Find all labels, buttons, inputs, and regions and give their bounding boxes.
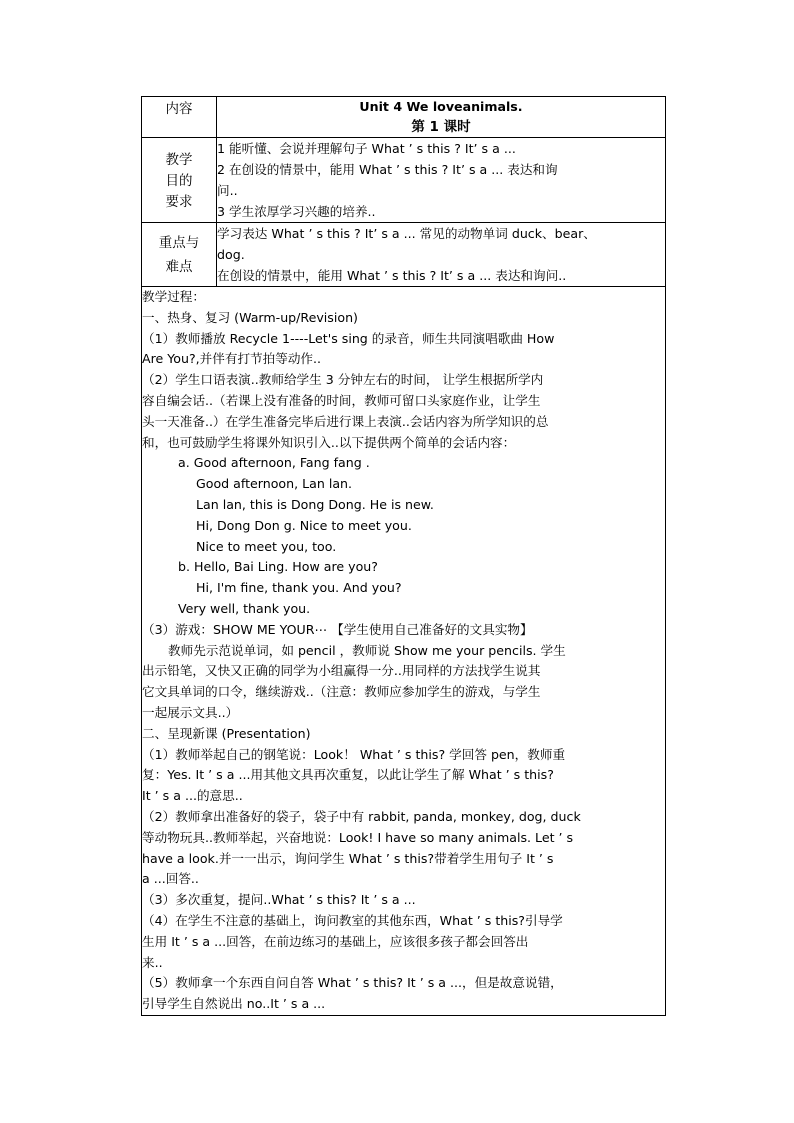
section-heading-warmup: 一、热身、复习 (Warm-up/Revision) bbox=[142, 309, 358, 325]
objective-line: 问.. bbox=[217, 183, 238, 198]
objective-line: 3 学生浓厚学习兴趣的培养.. bbox=[217, 204, 376, 219]
key-points-label-line: 重点与 bbox=[158, 235, 200, 251]
process-line: 和，也可鼓励学生将课外知识引入..以下提供两个简单的会话内容： bbox=[142, 434, 516, 450]
process-line: （1）教师举起自己的钢笔说：Look！ What ’ s this? 学回答 pen，教师重 bbox=[142, 746, 566, 762]
process-line: It ’ s a ...的意思.. bbox=[142, 788, 243, 804]
dialogue-line: Hi, I'm fine, thank you. And you? bbox=[196, 580, 402, 596]
dialogue-line: Very well, thank you. bbox=[178, 600, 311, 616]
dialogue-line: Lan lan, this is Dong Dong. He is new. bbox=[196, 496, 434, 512]
process-row bbox=[142, 287, 666, 1016]
key-point-line: dog. bbox=[217, 247, 245, 262]
key-point-line: 学习表达 What ’ s this ? It’ s a ... 常见的动物单词 duck、bear、 bbox=[217, 226, 596, 241]
process-line: 出示铅笔，又快又正确的同学为小组赢得一分..用同样的方法找学生说其 bbox=[142, 663, 541, 679]
process-line: 复：Yes. It ’ s a ...用其他文具再次重复，以此让学生了解 What ’ s this? bbox=[142, 767, 554, 783]
teaching-process-cell bbox=[142, 287, 666, 1016]
key-point-line: 在创设的情景中，能用 What ’ s this ? It’ s a ... 表达和询问.. bbox=[217, 268, 567, 283]
process-line: 头一天准备..）在学生准备完毕后进行课上表演..会话内容为所学知识的总 bbox=[142, 413, 549, 429]
key-points-label-line: 难点 bbox=[165, 259, 193, 275]
key-points-content-cell bbox=[217, 223, 666, 287]
process-line: （5）教师拿一个东西自问自答 What ’ s this? It ’ s a ...，但是故意说错， bbox=[142, 975, 563, 991]
content-label: 内容 bbox=[165, 101, 193, 117]
process-line: 教师先示范说单词，如 pencil ，教师说 Show me your pencils. 学生 bbox=[168, 642, 566, 658]
objective-line: 2 在创设的情景中，能用 What ’ s this ? It’ s a ... 表达和询 bbox=[217, 162, 558, 177]
objectives-label-line: 目的 bbox=[165, 173, 193, 189]
content-title-cell bbox=[217, 97, 666, 138]
process-line: （2）学生口语表演..教师给学生 3 分钟左右的时间， 让学生根据所学内 bbox=[142, 372, 544, 388]
process-line: 引导学生自然说出 no..It ’ s a ... bbox=[142, 996, 326, 1012]
process-line: 容自编会话..（若课上没有准备的时间，教师可留口头家庭作业，让学生 bbox=[142, 392, 541, 408]
dialogue-line: a. Good afternoon, Fang fang . bbox=[178, 455, 370, 471]
objectives-label-line: 要求 bbox=[165, 194, 193, 210]
process-line: 一起展示文具..） bbox=[142, 704, 239, 720]
key-points-label-cell bbox=[142, 223, 217, 287]
process-line: 生用 It ’ s a ...回答，在前边练习的基础上，应该很多孩子都会回答出 bbox=[142, 933, 529, 949]
process-line: （2）教师拿出准备好的袋子，袋子中有 rabbit, panda, monkey, dog, duck bbox=[142, 808, 581, 824]
process-line: 等动物玩具..教师举起，兴奋地说：Look! I have so many animals. Let ’ s bbox=[142, 829, 574, 845]
objective-line: 1 能听懂、会说并理解句子 What ’ s this ? It’ s a ... bbox=[217, 141, 516, 156]
dialogue-line: Good afternoon, Lan lan. bbox=[196, 476, 353, 492]
content-label-cell bbox=[142, 97, 217, 138]
process-line: Are You?,并伴有打节拍等动作.. bbox=[142, 351, 322, 367]
key-points-row bbox=[142, 223, 666, 287]
objectives-content-cell bbox=[217, 138, 666, 223]
lesson-number: 第 1 课时 bbox=[411, 119, 471, 135]
process-line: 来.. bbox=[142, 954, 163, 970]
dialogue-line: Nice to meet you, too. bbox=[196, 538, 337, 554]
dialogue-line: b. Hello, Bai Ling. How are you? bbox=[178, 559, 378, 575]
dialogue-line: Hi, Dong Don g. Nice to meet you. bbox=[196, 517, 412, 533]
process-line: a ...回答.. bbox=[142, 871, 199, 887]
unit-title: Unit 4 We loveanimals. bbox=[359, 99, 523, 114]
content-row bbox=[142, 97, 666, 138]
objectives-row bbox=[142, 138, 666, 223]
process-line: （3）游戏：SHOW ME YOUR⋯ 【学生使用自己准备好的文具实物】 bbox=[142, 621, 533, 637]
objectives-label-line: 教学 bbox=[165, 152, 193, 168]
process-heading: 教学过程： bbox=[142, 289, 205, 304]
process-line: （1）教师播放 Recycle 1----Let's sing 的录音，师生共同演唱歌曲 How bbox=[142, 330, 555, 346]
section-heading-presentation: 二、呈现新课 (Presentation) bbox=[142, 725, 311, 741]
process-line: 它文具单词的口令，继续游戏..（注意：教师应参加学生的游戏，与学生 bbox=[142, 684, 541, 700]
process-line: have a look.并一一出示，询问学生 What ’ s this?带着学生用句子 It ’ s bbox=[142, 850, 554, 866]
lesson-plan-table bbox=[141, 96, 666, 1016]
process-line: （4）在学生不注意的基础上，询问教室的其他东西，What ’ s this?引导学 bbox=[142, 912, 563, 928]
process-line: （3）多次重复，提问..What ’ s this? It ’ s a ... bbox=[142, 892, 416, 908]
objectives-label-cell bbox=[142, 138, 217, 223]
